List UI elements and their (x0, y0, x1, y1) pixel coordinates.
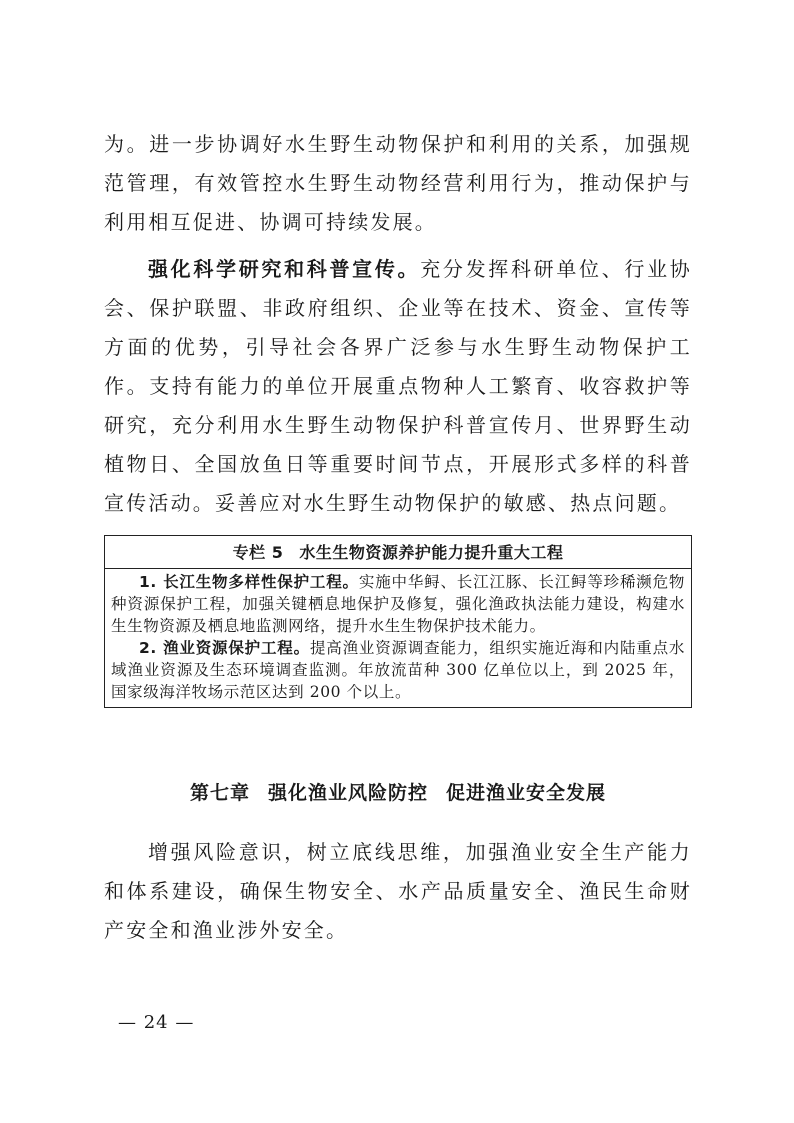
chapter-number: 第七章 (189, 782, 250, 804)
page-number: — 24 — (118, 1012, 195, 1033)
paragraph-science-outreach (104, 250, 692, 523)
paragraph-lead-heading: 强化科学研究和科普宣传。 (148, 257, 421, 281)
column-item-yangtze (111, 571, 685, 637)
column-item-fishery (111, 637, 685, 703)
column-item-lead: 1. 长江生物多样性保护工程。 (139, 573, 359, 591)
feature-column-box (104, 535, 692, 708)
chapter-title-part2: 促进渔业安全发展 (446, 782, 607, 804)
column-heading: 水生生物资源养护能力提升重大工程 (299, 543, 564, 562)
chapter-heading (104, 778, 692, 805)
column-body (105, 569, 691, 707)
column-item-lead: 2. 渔业资源保护工程。 (139, 639, 310, 657)
column-item-text: 提高渔业资源调查能力，组织实施近海和内陆重点水域渔业资源及生态环境调查监测。年放流苗种 300 亿单位以上，到 2025 年，国家级海洋牧场示范区达到 200 个以上。 (111, 639, 685, 701)
chapter-intro-paragraph: 增强风险意识，树立底线思维，加强渔业安全生产能力和体系建设，确保生物安全、水产品质量安全、渔民生命财产安全和渔业涉外安全。 (104, 840, 692, 942)
column-label: 专栏 5 (232, 543, 284, 562)
column-title (105, 536, 691, 569)
chapter-title-part1: 强化渔业风险防控 (267, 782, 428, 804)
document-page (104, 125, 692, 950)
column-item-text: 实施中华鲟、长江江豚、长江鲟等珍稀濒危物种资源保护工程，加强关键栖息地保护及修复，强化渔政执法能力建设，构建水生生物资源及栖息地监测网络，提升水生生物保护技术能力。 (111, 573, 685, 635)
paragraph-continuation: 为。进一步协调好水生野生动物保护和利用的关系，加强规范管理，有效管控水生野生动物经营利用行为，推动保护与利用相互促进、协调可持续发展。 (104, 132, 692, 234)
paragraph-body: 充分发挥科研单位、行业协会、保护联盟、非政府组织、企业等在技术、资金、宣传等方面的优势，引导社会各界广泛参与水生野生动物保护工作。支持有能力的单位开展重点物种人工繁育、收容救护等研究，充分利用水生野生动物保护科普宣传月、世界野生动植物日、全国放鱼日等重要时间节点，开展形式多样的科普宣传活动。妥善应对水生野生动物保护的敏感、热点问题。 (104, 257, 693, 515)
